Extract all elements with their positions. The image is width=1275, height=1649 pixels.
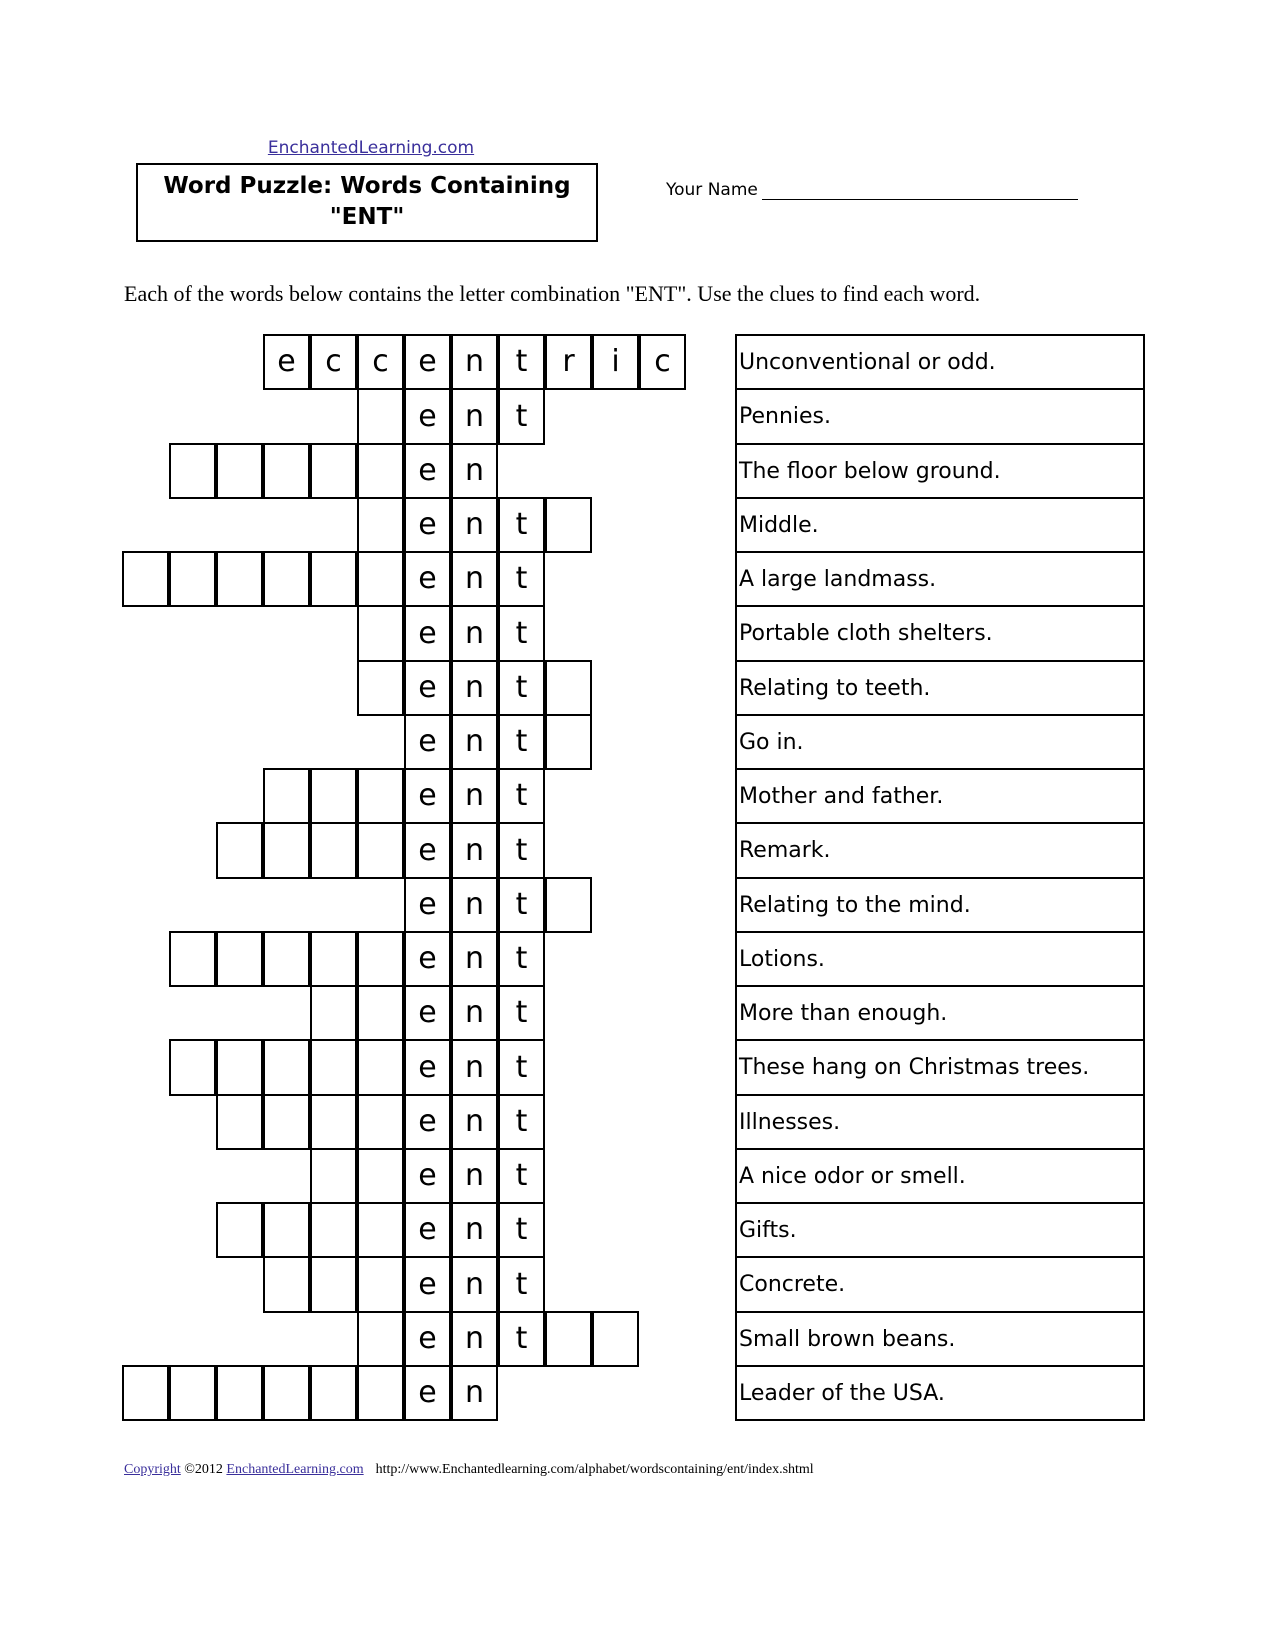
grid-cell[interactable]: t — [498, 714, 545, 770]
grid-cell[interactable] — [357, 497, 404, 553]
grid-cell[interactable] — [263, 1202, 310, 1258]
grid-cell[interactable]: t — [498, 660, 545, 716]
grid-cell[interactable]: e — [404, 551, 451, 607]
clue-box: Lotions. — [735, 931, 1145, 987]
your-name-line — [762, 199, 1078, 200]
grid-cell[interactable]: e — [404, 1202, 451, 1258]
grid-cell[interactable]: n — [451, 334, 498, 390]
clue-box: Portable cloth shelters. — [735, 605, 1145, 662]
grid-cell[interactable] — [216, 1365, 263, 1421]
grid-cell[interactable]: n — [451, 497, 498, 553]
grid-cell[interactable]: e — [404, 1039, 451, 1096]
page-title: Word Puzzle: Words Containing "ENT" — [163, 173, 571, 230]
grid-cell[interactable] — [357, 931, 404, 987]
grid-cell[interactable] — [310, 551, 357, 607]
grid-cell[interactable] — [216, 1094, 263, 1150]
grid-cell[interactable] — [357, 1148, 404, 1204]
grid-cell[interactable] — [263, 1039, 310, 1096]
grid-cell[interactable] — [310, 931, 357, 987]
grid-cell[interactable]: e — [404, 1256, 451, 1313]
grid-cell[interactable] — [310, 1148, 357, 1204]
grid-cell[interactable] — [357, 605, 404, 662]
grid-cell[interactable]: e — [404, 985, 451, 1041]
grid-cell[interactable]: e — [404, 714, 451, 770]
grid-cell[interactable]: t — [498, 551, 545, 607]
grid-cell[interactable]: e — [404, 334, 451, 390]
grid-cell[interactable] — [545, 497, 592, 553]
grid-cell[interactable]: e — [404, 1148, 451, 1204]
grid-cell[interactable] — [592, 1311, 639, 1367]
grid-cell[interactable]: n — [451, 877, 498, 933]
grid-cell[interactable]: t — [498, 334, 545, 390]
title-box — [136, 163, 598, 242]
clue-box: Unconventional or odd. — [735, 334, 1145, 390]
grid-cell[interactable] — [357, 1365, 404, 1421]
grid-cell[interactable] — [263, 443, 310, 499]
clue-box: Relating to teeth. — [735, 660, 1145, 716]
grid-cell[interactable]: n — [451, 443, 498, 499]
grid-cell[interactable] — [310, 443, 357, 499]
grid-cell[interactable]: c — [357, 334, 404, 390]
grid-cell[interactable] — [263, 551, 310, 607]
grid-cell[interactable] — [310, 1094, 357, 1150]
grid-cell[interactable]: e — [404, 497, 451, 553]
grid-cell[interactable] — [263, 768, 310, 824]
grid-cell[interactable]: e — [404, 1365, 451, 1421]
clue-box: A nice odor or smell. — [735, 1148, 1145, 1204]
grid-cell[interactable] — [263, 822, 310, 879]
grid-cell[interactable]: t — [498, 877, 545, 933]
grid-cell[interactable]: t — [498, 497, 545, 553]
footer — [124, 1462, 814, 1478]
clue-box: Remark. — [735, 822, 1145, 879]
grid-cell[interactable] — [263, 1094, 310, 1150]
clue-box: Middle. — [735, 497, 1145, 553]
grid-cell[interactable] — [263, 1256, 310, 1313]
grid-cell[interactable]: n — [451, 1256, 498, 1313]
grid-cell[interactable]: e — [404, 931, 451, 987]
grid-cell[interactable]: t — [498, 931, 545, 987]
grid-cell[interactable]: t — [498, 1094, 545, 1150]
grid-cell[interactable] — [357, 768, 404, 824]
grid-cell[interactable]: e — [404, 768, 451, 824]
grid-cell[interactable] — [310, 985, 357, 1041]
grid-cell[interactable] — [216, 1202, 263, 1258]
grid-cell[interactable] — [216, 443, 263, 499]
grid-cell[interactable] — [169, 1039, 216, 1096]
grid-cell[interactable] — [122, 551, 169, 607]
grid-cell[interactable] — [545, 714, 592, 770]
grid-cell[interactable] — [357, 388, 404, 445]
grid-cell[interactable] — [169, 551, 216, 607]
grid-cell[interactable]: c — [310, 334, 357, 390]
grid-cell[interactable]: n — [451, 1365, 498, 1421]
grid-cell[interactable]: n — [451, 660, 498, 716]
grid-cell[interactable]: n — [451, 768, 498, 824]
grid-cell[interactable]: n — [451, 822, 498, 879]
grid-cell[interactable] — [122, 1365, 169, 1421]
grid-cell[interactable] — [357, 1256, 404, 1313]
clue-box: Pennies. — [735, 388, 1145, 445]
grid-cell[interactable]: e — [404, 877, 451, 933]
clue-box: Leader of the USA. — [735, 1365, 1145, 1421]
grid-cell[interactable]: n — [451, 931, 498, 987]
grid-cell[interactable] — [310, 1256, 357, 1313]
grid-cell[interactable]: t — [498, 1202, 545, 1258]
grid-cell[interactable] — [216, 822, 263, 879]
grid-cell[interactable]: t — [498, 388, 545, 445]
grid-cell[interactable]: n — [451, 1148, 498, 1204]
grid-cell[interactable]: t — [498, 768, 545, 824]
grid-cell[interactable]: e — [404, 822, 451, 879]
grid-cell[interactable] — [310, 1039, 357, 1096]
clue-box: A large landmass. — [735, 551, 1145, 607]
grid-cell[interactable] — [169, 931, 216, 987]
grid-cell[interactable] — [310, 768, 357, 824]
grid-cell[interactable] — [263, 1365, 310, 1421]
grid-cell[interactable]: t — [498, 1039, 545, 1096]
grid-cell[interactable] — [357, 985, 404, 1041]
grid-cell[interactable] — [357, 443, 404, 499]
grid-cell[interactable]: r — [545, 334, 592, 390]
site-link[interactable]: EnchantedLearning.com — [267, 138, 475, 158]
grid-cell[interactable] — [357, 1311, 404, 1367]
grid-cell[interactable]: n — [451, 1202, 498, 1258]
grid-cell[interactable]: n — [451, 388, 498, 445]
grid-cell[interactable] — [310, 1365, 357, 1421]
grid-cell[interactable] — [310, 822, 357, 879]
grid-cell[interactable]: n — [451, 605, 498, 662]
grid-cell[interactable] — [169, 443, 216, 499]
clue-box: Illnesses. — [735, 1094, 1145, 1150]
your-name-label: Your Name — [666, 180, 758, 200]
grid-cell[interactable] — [357, 1202, 404, 1258]
grid-cell[interactable]: e — [404, 660, 451, 716]
grid-cell[interactable]: e — [404, 388, 451, 445]
grid-cell[interactable] — [545, 1311, 592, 1367]
grid-cell[interactable] — [216, 1039, 263, 1096]
grid-cell[interactable] — [357, 822, 404, 879]
grid-cell[interactable]: t — [498, 985, 545, 1041]
grid-cell[interactable]: n — [451, 985, 498, 1041]
clue-box: Concrete. — [735, 1256, 1145, 1313]
footer-url: http://www.Enchantedlearning.com/alphabet/wordscontaining/ent/index.shtml — [375, 1462, 814, 1477]
clue-box: Go in. — [735, 714, 1145, 770]
grid-cell[interactable]: e — [404, 605, 451, 662]
copyright-text: ©2012 — [180, 1462, 227, 1477]
grid-cell[interactable]: e — [404, 1094, 451, 1150]
grid-cell[interactable] — [357, 1094, 404, 1150]
grid-cell[interactable] — [357, 660, 404, 716]
clue-box: The floor below ground. — [735, 443, 1145, 499]
grid-cell[interactable]: n — [451, 1039, 498, 1096]
grid-cell[interactable]: t — [498, 1256, 545, 1313]
grid-cell[interactable] — [263, 931, 310, 987]
grid-cell[interactable] — [216, 551, 263, 607]
clue-box: These hang on Christmas trees. — [735, 1039, 1145, 1096]
grid-cell[interactable]: t — [498, 822, 545, 879]
grid-cell[interactable]: t — [498, 1148, 545, 1204]
clue-box: More than enough. — [735, 985, 1145, 1041]
copyright-link[interactable]: Copyright — [124, 1462, 181, 1477]
clue-box: Mother and father. — [735, 768, 1145, 824]
grid-cell[interactable]: i — [592, 334, 639, 390]
grid-cell[interactable]: n — [451, 551, 498, 607]
clue-box: Small brown beans. — [735, 1311, 1145, 1367]
grid-cell[interactable]: e — [263, 334, 310, 390]
clue-box: Relating to the mind. — [735, 877, 1145, 933]
grid-cell[interactable]: n — [451, 1311, 498, 1367]
instructions: Each of the words below contains the letter combination "ENT". Use the clues to find each word. — [124, 281, 981, 306]
grid-cell[interactable]: t — [498, 605, 545, 662]
grid-cell[interactable] — [545, 877, 592, 933]
grid-cell[interactable] — [216, 931, 263, 987]
grid-cell[interactable]: n — [451, 714, 498, 770]
grid-cell[interactable] — [357, 1039, 404, 1096]
grid-cell[interactable] — [357, 551, 404, 607]
clue-box: Gifts. — [735, 1202, 1145, 1258]
grid-cell[interactable] — [310, 1202, 357, 1258]
grid-cell[interactable]: t — [498, 1311, 545, 1367]
grid-cell[interactable]: n — [451, 1094, 498, 1150]
grid-cell[interactable] — [545, 660, 592, 716]
footer-site-link[interactable]: EnchantedLearning.com — [226, 1462, 364, 1477]
grid-cell[interactable]: c — [639, 334, 686, 390]
grid-cell[interactable]: e — [404, 1311, 451, 1367]
grid-cell[interactable]: e — [404, 443, 451, 499]
grid-cell[interactable] — [169, 1365, 216, 1421]
